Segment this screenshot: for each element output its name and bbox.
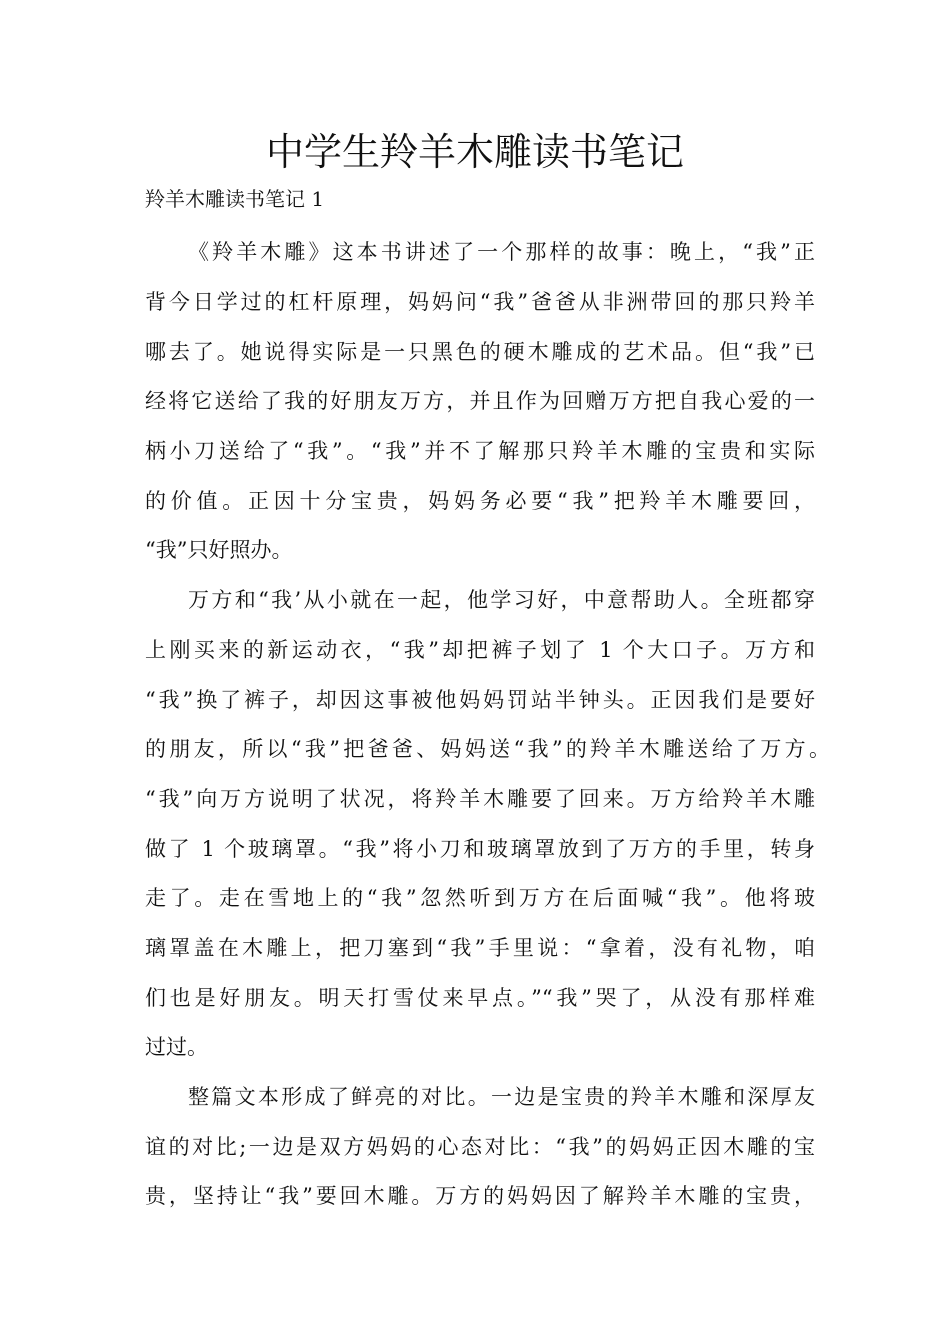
paragraph-line: 上刚买来的新运动衣，“我”却把裤子划了 1 个大口子。万方和 [145,638,815,662]
paragraph-line: 走了。走在雪地上的“我”忽然听到万方在后面喊“我”。他将玻 [145,886,815,910]
paragraph-line: “我”只好照办。 [145,538,293,562]
paragraph-line: 璃罩盖在木雕上，把刀塞到“我”手里说：“拿着，没有礼物，咱 [145,936,815,960]
paragraph-line: 谊的对比;一边是双方妈妈的心态对比：“我”的妈妈正因木雕的宝 [145,1135,815,1159]
paragraph-line: 哪去了。她说得实际是一只黑色的硬木雕成的艺术品。但“我”已 [145,340,815,364]
paragraph-line: 背今日学过的杠杆原理，妈妈问“我”爸爸从非洲带回的那只羚羊 [145,290,815,314]
paragraph-line: 贵，坚持让“我”要回木雕。万方的妈妈因了解羚羊木雕的宝贵， [145,1184,815,1208]
paragraph-line: 们也是好朋友。明天打雪仗来早点。”“我”哭了，从没有那样难 [145,986,815,1010]
paragraph-line: 做了 1 个玻璃罩。“我”将小刀和玻璃罩放到了万方的手里，转身 [145,837,815,861]
paragraph-line: 《羚羊木雕》这本书讲述了一个那样的故事：晚上，“我”正 [188,240,815,264]
paragraph-line: 的价值。正因十分宝贵，妈妈务必要“我”把羚羊木雕要回， [145,489,815,513]
paragraph-line: 万方和“我’从小就在一起，他学习好，中意帮助人。全班都穿 [188,588,815,612]
paragraph-line: “我”向万方说明了状况，将羚羊木雕要了回来。万方给羚羊木雕 [145,787,815,811]
paragraph-line: “我”换了裤子，却因这事被他妈妈罚站半钟头。正因我们是要好 [145,688,815,712]
paragraph-line: 过过。 [145,1035,208,1059]
paragraph-line: 的朋友，所以“我”把爸爸、妈妈送“我”的羚羊木雕送给了万方。 [145,737,830,761]
section-heading: 羚羊木雕读书笔记 1 [145,187,325,211]
paragraph-line: 经将它送给了我的好朋友万方，并且作为回赠万方把自我心爱的一 [145,389,815,413]
paragraph-line: 柄小刀送给了“我”。“我”并不了解那只羚羊木雕的宝贵和实际 [145,439,815,463]
paragraph-line: 整篇文本形成了鲜亮的对比。一边是宝贵的羚羊木雕和深厚友 [188,1085,815,1109]
document-title: 中学生羚羊木雕读书笔记 [265,130,684,174]
